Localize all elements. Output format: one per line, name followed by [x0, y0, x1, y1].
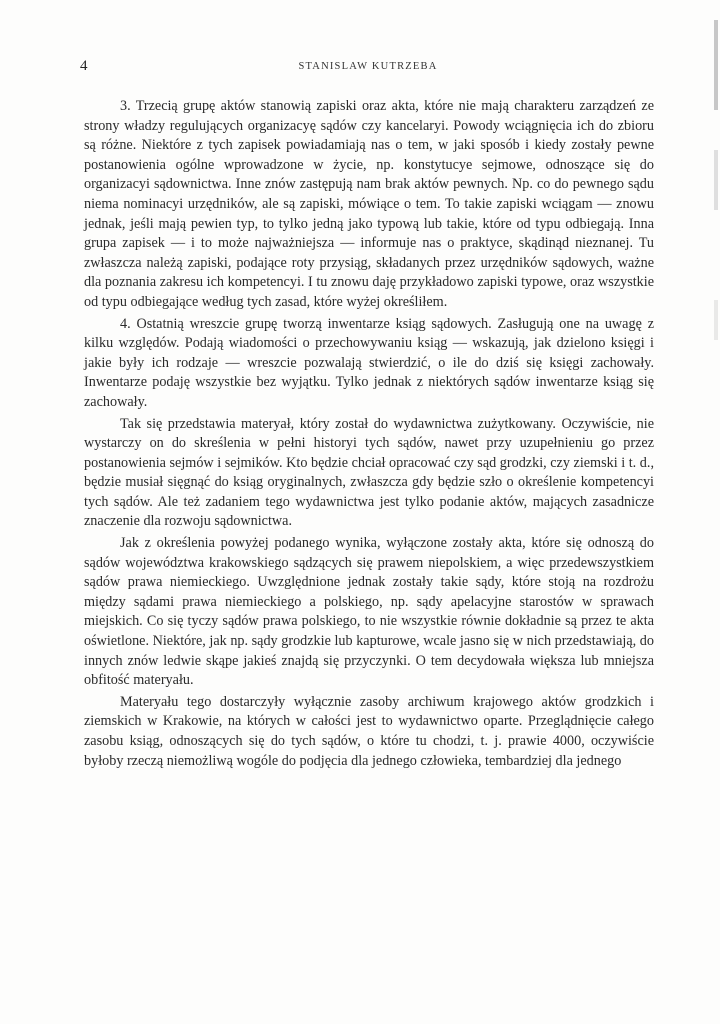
paragraph-wylaczone-akta: Jak z określenia powyżej podanego wynika, wyłączone zostały akta, które się odnoszą do sądów województwa krakowskiego sądzących się prawem niepolskiem, a więc przedewszystkiem sądów prawa niemieckiego. Uwzględnione jednak zostały takie sądy, które stoją na rozdrożu między sądami prawa niemieckiego a polskiego, np. sądy apelacyjne starostów w sprawach miejskich. Co się tyczy sądów prawa polskiego, to nie wszystkie równie dokładnie są przez te akta oświetlone. Niektóre, jak np. sądy grodzkie lub kapturowe, wcale jasno się w nich przedstawiają, do innych znów ledwie skąpe jakieś znajdą się przyczynki. O tem decydowała większa lub mniejsza obfitość materyału.	[84, 535, 654, 689]
running-head: STANISLAW KUTRZEBA	[298, 61, 438, 72]
page-number: 4	[80, 58, 88, 74]
paragraph-3-trzecia-grupa: 3. Trzecią grupę aktów stanowią zapiski oraz akta, które nie mają charakteru zarządzeń ze strony władzy regulujących organizacyę sądów czy kancelaryi. Powody wciągnięcia ich do zbioru są różne. Niektóre z tych zapisek powiadamiają nas o tem, w jaki sposób i kiedy zostały pewne postanowienia ogólne wprowadzone w życie, np. konstytucye sejmowe, odnoszące się do organizacyi sądownictwa. Inne znów zastępują nam brak aktów pewnych. Np. co do pewnego sądu niema nominacyi urzędników, ale są zapiski, mówiące o tem. To takie zapiski wciągam — znowu jednak, jeśli mają pewien typ, to tylko jedną jako typową lub takie, które od typu odbiegają. Inna grupa zapisek — i to może najważniejsza — informuje nas o praktyce, skądinąd nieznanej. Tu zwłaszcza należą zapiski, podające roty przysiąg, składanych przez urzędników sądowych, ważne dla poznania zakresu ich kompetencyi. I tu znowu daję przykładowo zapiski typowe, oraz wszystkie od typu odbiegające według tych zasad, które wyżej określiłem.	[84, 98, 654, 310]
paragraph-materyal: Tak się przedstawia materyał, który został do wydawnictwa zużytkowany. Oczywiście, nie wystarczy on do skreślenia w pełni historyi tych sądów, nawet przy uzupełnieniu go przez postanowienia sejmów i sejmików. Kto będzie chciał opracować czy sąd grodzki, czy ziemski i t. d., będzie musiał sięgnąć do ksiąg oryginalnych, zwłaszcza gdy będzie szło o określenie kompetencyi tych sądów. Ale też zadaniem tego wydawnictwa jest tylko podanie aktów, mających zasadnicze znaczenie dla rozwoju sądownictwa.	[84, 415, 654, 530]
scan-edge-mark	[714, 20, 718, 110]
paragraph-4-ostatnia-grupa: 4. Ostatnią wreszcie grupę tworzą inwentarze ksiąg sądowych. Zasługują one na uwagę z kilku względów. Podają wiadomości o przechowywaniu ksiąg — wskazują, jak dzielono księgi i jakie były ich rodzaje — wreszcie pozwalają stwierdzić, o ile do dziś się księgi zachowały. Inwentarze podaję wszystkie bez wyjątku. Tylko jednak z niektórych sądów inwentarze ksiąg się zachowały.	[84, 315, 654, 410]
scan-edge-mark	[714, 150, 718, 210]
scan-edge-mark	[714, 300, 718, 340]
body-text	[84, 97, 654, 773]
page-header	[80, 58, 656, 78]
paragraph-zasoby-archiwum: Materyału tego dostarczyły wyłącznie zasoby archiwum krajowego aktów grodzkich i ziemskich w Krakowie, na których w całości jest to wydawnictwo oparte. Przeglądnięcie całego zasobu ksiąg, odnoszących się do tych sądów, o które tu chodzi, t. j. prawie 4000, oczywiście byłoby rzeczą niemożliwą wogóle do podjęcia dla jednego człowieka, tembardziej dla jednego	[84, 693, 654, 769]
